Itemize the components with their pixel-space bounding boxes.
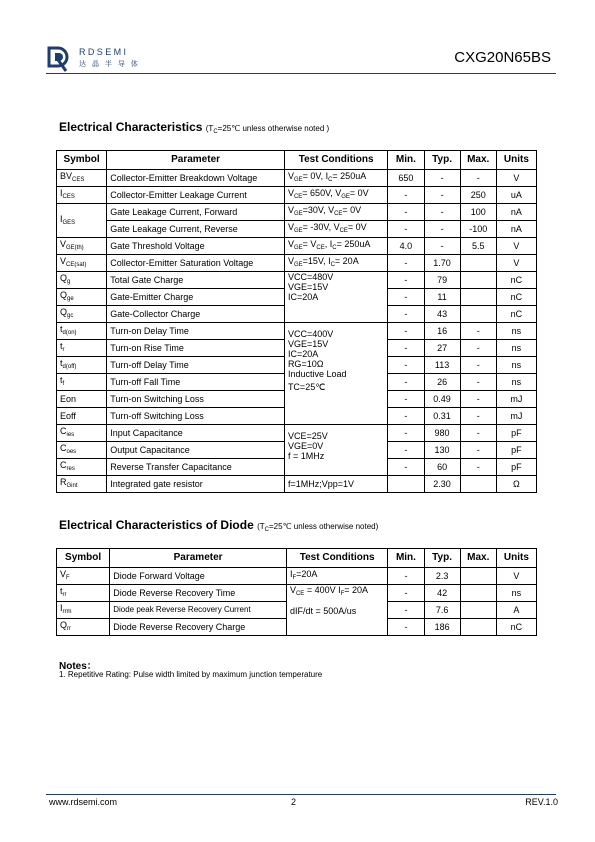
- max-cell: [460, 619, 496, 636]
- symbol-cell: $t_{rr}$: [57, 585, 110, 602]
- min-cell: -: [388, 289, 424, 306]
- parameter-cell: Collector-Emitter Leakage Current: [107, 187, 285, 204]
- typ-cell: 130: [424, 442, 460, 459]
- unit-cell: ns: [496, 340, 536, 357]
- table-row: [57, 255, 537, 272]
- unit-cell: A: [496, 602, 536, 619]
- header-parameter: Parameter: [107, 151, 285, 170]
- brand-name: RDSEMI: [79, 47, 129, 57]
- condition-cell: $V_{GE}= V_{CE}$, $I_C= 250uA$: [284, 238, 387, 255]
- parameter-cell: Reverse Transfer Capacitance: [107, 459, 285, 476]
- symbol-cell: $I_{rrm}$: [57, 602, 110, 619]
- typ-cell: -: [424, 221, 460, 238]
- section-title-text: Electrical Characteristics of Diode: [59, 518, 254, 532]
- igbt-characteristics-table: [56, 150, 537, 493]
- footer-website-link[interactable]: www.rdsemi.com: [49, 797, 118, 807]
- parameter-cell: Turn-on Delay Time: [107, 323, 285, 340]
- symbol-cell: $Q_{gc}$: [57, 306, 107, 323]
- typ-cell: 79: [424, 272, 460, 289]
- brand-name-chinese: 达 晶 半 导 体: [79, 61, 140, 68]
- typ-cell: 113: [424, 357, 460, 374]
- max-cell: [460, 306, 496, 323]
- min-cell: -: [388, 255, 424, 272]
- revision: REV.1.0: [525, 797, 558, 807]
- min-cell: -: [388, 391, 424, 408]
- unit-cell: nA: [496, 204, 536, 221]
- symbol-cell: $Q_{rr}$: [57, 619, 110, 636]
- symbol-cell: $V_F$: [57, 568, 110, 585]
- min-cell: [388, 476, 424, 493]
- header-test-conditions: Test Conditions: [284, 151, 387, 170]
- header-rule: [46, 73, 556, 74]
- unit-cell: nC: [496, 272, 536, 289]
- typ-cell: -: [424, 238, 460, 255]
- header-min: Min.: [388, 549, 424, 568]
- max-cell: -: [460, 459, 496, 476]
- min-cell: 650: [388, 170, 424, 187]
- section-title-diode: [59, 518, 378, 533]
- max-cell: [460, 272, 496, 289]
- typ-cell: 2.3: [424, 568, 460, 585]
- header-symbol: Symbol: [57, 151, 107, 170]
- parameter-cell: Diode Forward Voltage: [110, 568, 287, 585]
- typ-cell: 60: [424, 459, 460, 476]
- page-number: 2: [291, 797, 297, 807]
- parameter-cell: Turn-off Switching Loss: [107, 408, 285, 425]
- min-cell: -: [388, 221, 424, 238]
- symbol-cell: Eoff: [57, 408, 107, 425]
- unit-cell: pF: [496, 425, 536, 442]
- symbol-cell: $C_{oes}$: [57, 442, 107, 459]
- min-cell: -: [388, 187, 424, 204]
- symbol-cell: $V_{GE(th)}$: [57, 238, 107, 255]
- max-cell: -: [460, 170, 496, 187]
- header-units: Units: [496, 151, 536, 170]
- unit-cell: V: [496, 170, 536, 187]
- max-cell: [460, 602, 496, 619]
- symbol-cell: $V_{CE(sat)}$: [57, 255, 107, 272]
- unit-cell: mJ: [496, 391, 536, 408]
- typ-cell: 0.31: [424, 408, 460, 425]
- min-cell: -: [388, 619, 424, 636]
- parameter-cell: Collector-Emitter Saturation Voltage: [107, 255, 285, 272]
- typ-cell: 42: [424, 585, 460, 602]
- unit-cell: nA: [496, 221, 536, 238]
- min-cell: -: [388, 374, 424, 391]
- max-cell: -: [460, 408, 496, 425]
- unit-cell: ns: [496, 374, 536, 391]
- header-max: Max.: [460, 549, 496, 568]
- typ-cell: -: [424, 187, 460, 204]
- header-units: Units: [496, 549, 536, 568]
- symbol-cell: $R_{Gint}$: [57, 476, 107, 493]
- table-row: [57, 238, 537, 255]
- unit-cell: nC: [496, 619, 536, 636]
- footer-rule: [46, 794, 556, 795]
- part-number: CXG20N65BS: [454, 49, 551, 66]
- min-cell: -: [388, 408, 424, 425]
- typ-cell: 16: [424, 323, 460, 340]
- table-row: [57, 476, 537, 493]
- parameter-cell: Integrated gate resistor: [107, 476, 285, 493]
- section-condition: ($T_C=25℃$ unless otherwise noted ): [205, 124, 330, 135]
- max-cell: [460, 289, 496, 306]
- unit-cell: V: [496, 238, 536, 255]
- symbol-cell: $C_{ies}$: [57, 425, 107, 442]
- unit-cell: pF: [496, 459, 536, 476]
- min-cell: -: [388, 602, 424, 619]
- symbol-cell: $t_{d(on)}$: [57, 323, 107, 340]
- max-cell: [460, 255, 496, 272]
- rdsemi-logo: [46, 45, 72, 73]
- symbol-cell: $Q_g$: [57, 272, 107, 289]
- typ-cell: -: [424, 204, 460, 221]
- symbol-cell: $C_{res}$: [57, 459, 107, 476]
- condition-cell: $V_{GE}=15V$, $I_C= 20A$: [284, 255, 387, 272]
- parameter-cell: Gate-Emitter Charge: [107, 289, 285, 306]
- typ-cell: 43: [424, 306, 460, 323]
- parameter-cell: Turn-off Delay Time: [107, 357, 285, 374]
- parameter-cell: Collector-Emitter Breakdown Voltage: [107, 170, 285, 187]
- typ-cell: 11: [424, 289, 460, 306]
- unit-cell: pF: [496, 442, 536, 459]
- max-cell: 250: [460, 187, 496, 204]
- typ-cell: 27: [424, 340, 460, 357]
- unit-cell: uA: [496, 187, 536, 204]
- typ-cell: 2.30: [424, 476, 460, 493]
- parameter-cell: Gate Leakage Current, Forward: [107, 204, 285, 221]
- header-typ: Typ.: [424, 549, 460, 568]
- parameter-cell: Input Capacitance: [107, 425, 285, 442]
- notes-title: Notes：: [59, 661, 97, 672]
- symbol-cell: $I_{CES}$: [57, 187, 107, 204]
- min-cell: -: [388, 272, 424, 289]
- typ-cell: 1.70: [424, 255, 460, 272]
- max-cell: [460, 476, 496, 493]
- max-cell: -100: [460, 221, 496, 238]
- min-cell: -: [388, 204, 424, 221]
- table-header-row: [57, 549, 537, 568]
- max-cell: 5.5: [460, 238, 496, 255]
- typ-cell: 7.6: [424, 602, 460, 619]
- symbol-cell: $BV_{CES}$: [57, 170, 107, 187]
- table-row: [57, 585, 537, 602]
- parameter-cell: Turn-on Rise Time: [107, 340, 285, 357]
- max-cell: -: [460, 374, 496, 391]
- table-row: [57, 221, 537, 238]
- symbol-cell: $t_f$: [57, 374, 107, 391]
- table-row: [57, 568, 537, 585]
- unit-cell: mJ: [496, 408, 536, 425]
- min-cell: -: [388, 442, 424, 459]
- max-cell: -: [460, 425, 496, 442]
- symbol-cell: $I_{GES}$: [57, 204, 107, 238]
- min-cell: -: [388, 425, 424, 442]
- typ-cell: 186: [424, 619, 460, 636]
- max-cell: -: [460, 442, 496, 459]
- table-row: [57, 204, 537, 221]
- max-cell: -: [460, 340, 496, 357]
- table-row: [57, 187, 537, 204]
- section-title-text: Electrical Characteristics: [59, 120, 203, 134]
- note-item: 1. Repetitive Rating: Pulse width limited by maximum junction temperature: [59, 670, 323, 679]
- table-row: [57, 323, 537, 340]
- parameter-cell: Diode Reverse Recovery Charge: [110, 619, 287, 636]
- typ-cell: -: [424, 170, 460, 187]
- header-test-conditions: Test Conditions: [286, 549, 387, 568]
- min-cell: -: [388, 459, 424, 476]
- max-cell: [460, 568, 496, 585]
- max-cell: -: [460, 357, 496, 374]
- unit-cell: ns: [496, 357, 536, 374]
- header-typ: Typ.: [424, 151, 460, 170]
- typ-cell: 0.49: [424, 391, 460, 408]
- min-cell: -: [388, 323, 424, 340]
- condition-cell: $I_F=20A$: [286, 568, 387, 585]
- max-cell: -: [460, 391, 496, 408]
- unit-cell: V: [496, 568, 536, 585]
- max-cell: 100: [460, 204, 496, 221]
- max-cell: -: [460, 323, 496, 340]
- condition-group-switching: VCC=400V VGE=15V IC=20A RG=10Ω Inductive Load TC=25℃: [284, 323, 387, 425]
- unit-cell: ns: [496, 585, 536, 602]
- min-cell: 4.0: [388, 238, 424, 255]
- parameter-cell: Diode peak Reverse Recovery Current: [110, 602, 287, 619]
- header-max: Max.: [460, 151, 496, 170]
- condition-group-recovery: $V_{CE} = 400V$ $I_F= 20A$ dIF/dt = 500A/us: [286, 585, 387, 636]
- condition-group-gate-charge: VCC=480V VGE=15V IC=20A: [284, 272, 387, 323]
- symbol-cell: $t_{d(off)}$: [57, 357, 107, 374]
- parameter-cell: Gate Leakage Current, Reverse: [107, 221, 285, 238]
- unit-cell: V: [496, 255, 536, 272]
- parameter-cell: Gate-Collector Charge: [107, 306, 285, 323]
- condition-cell: $V_{CE}= 650V$, $V_{GE}= 0V$: [284, 187, 387, 204]
- table-row: [57, 425, 537, 442]
- min-cell: -: [388, 585, 424, 602]
- section-condition: ($T_C=25℃$ unless otherwise noted): [257, 522, 379, 533]
- min-cell: -: [388, 357, 424, 374]
- unit-cell: Ω: [496, 476, 536, 493]
- condition-cell: $V_{GE}= -30V$, $V_{CE}= 0V$: [284, 221, 387, 238]
- typ-cell: 26: [424, 374, 460, 391]
- condition-group-capacitance: VCE=25V VGE=0V f = 1MHz: [284, 425, 387, 476]
- table-header-row: [57, 151, 537, 170]
- typ-cell: 980: [424, 425, 460, 442]
- parameter-cell: Total Gate Charge: [107, 272, 285, 289]
- unit-cell: ns: [496, 323, 536, 340]
- unit-cell: nC: [496, 289, 536, 306]
- condition-cell: $V_{GE}= 0V$, $I_C= 250uA$: [284, 170, 387, 187]
- min-cell: -: [388, 340, 424, 357]
- header-min: Min.: [388, 151, 424, 170]
- unit-cell: nC: [496, 306, 536, 323]
- header-symbol: Symbol: [57, 549, 110, 568]
- parameter-cell: Turn-on Switching Loss: [107, 391, 285, 408]
- parameter-cell: Turn-off Fall Time: [107, 374, 285, 391]
- parameter-cell: Diode Reverse Recovery Time: [110, 585, 287, 602]
- min-cell: -: [388, 306, 424, 323]
- parameter-cell: Gate Threshold Voltage: [107, 238, 285, 255]
- symbol-cell: $t_r$: [57, 340, 107, 357]
- table-row: [57, 170, 537, 187]
- symbol-cell: $Q_{ge}$: [57, 289, 107, 306]
- section-title-igbt: [59, 120, 329, 135]
- max-cell: [460, 585, 496, 602]
- symbol-cell: Eon: [57, 391, 107, 408]
- table-row: [57, 272, 537, 289]
- parameter-cell: Output Capacitance: [107, 442, 285, 459]
- diode-characteristics-table: [56, 548, 537, 636]
- min-cell: -: [388, 568, 424, 585]
- header-parameter: Parameter: [110, 549, 287, 568]
- condition-cell: $V_{GE}=30V$, $V_{CE}= 0V$: [284, 204, 387, 221]
- condition-cell: f=1MHz;Vpp=1V: [284, 476, 387, 493]
